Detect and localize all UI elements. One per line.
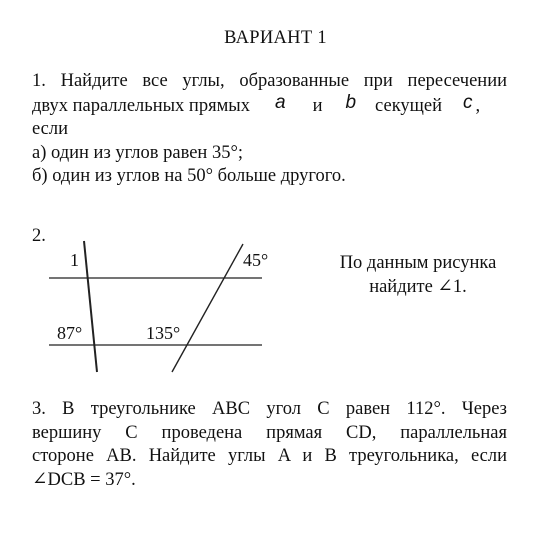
angle-135-label: 135° [146,323,181,343]
variant-title: ВАРИАНТ 1 [224,28,327,48]
problem-2-number: 2. [32,226,46,246]
problem-2-prompt-line-2: найдите ∠1. [369,277,467,297]
angle-45-label: 45° [243,250,269,270]
variable-b: b [345,91,357,113]
right-secant-line [172,244,243,372]
problem-1-line-2-text: двух параллельных прямых [32,95,250,116]
problem-3-line-1: 3. В треугольнике ABC угол C равен 112°. Через [32,399,507,419]
problem-2-prompt-line-1: По данным рисунка [339,253,497,273]
problem-3-line-2: вершину C проведена прямая CD, параллельная [32,422,507,443]
problem-2-prompt [323,251,513,299]
comma: , [475,95,481,116]
problem-3 [32,398,507,492]
angle-1-label: 1 [70,250,79,270]
variable-a: a [274,91,286,113]
variable-c: c [463,91,473,113]
secant-word: секущей [375,95,443,116]
problem-1-line-3: если [32,119,69,139]
left-secant-line [84,241,97,372]
problem-1-line-1: 1. Найдите все углы, образованные при пересечении [32,71,507,91]
problem-3-line-4: ∠DCB = 37°. [32,469,136,490]
problem-1-item-b: б) один из углов на 50° больше другого. [32,166,346,186]
problem-1-item-a: а) один из углов равен 35°; [32,142,243,163]
problem-3-line-3: стороне AB. Найдите углы A и B треугольника, если [32,446,507,466]
angle-87-label: 87° [57,323,83,343]
and-word: и [312,95,323,116]
